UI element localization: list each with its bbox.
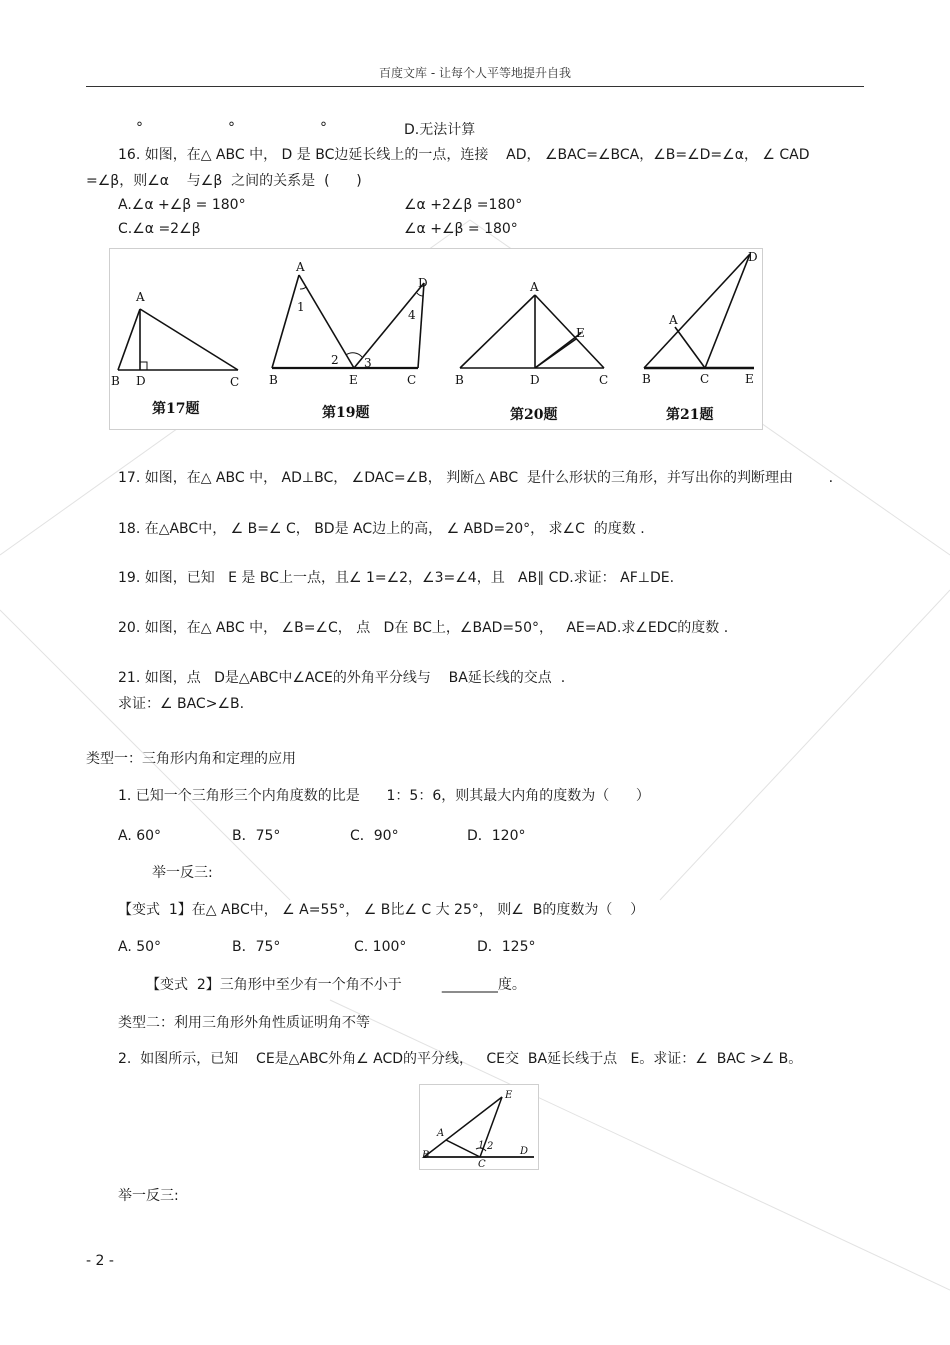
question-21-line1: 21. 如图，点 D是△ABC中∠ACE的外角平分线与 BA延长线的交点 . <box>118 670 566 686</box>
practice-label-1: 举一反三: <box>152 865 213 881</box>
fig2-label-2: 2 <box>487 1141 494 1152</box>
fig19-label-D: D <box>418 276 428 290</box>
caption-19: 第19题 <box>322 405 370 421</box>
fig21-label-E: E <box>745 372 754 386</box>
header-rule <box>86 86 864 87</box>
fig21-label-A: A <box>669 313 678 327</box>
question-19: 19. 如图，已知 E 是 BC上一点，且∠ 1=∠2，∠3=∠4，且 AB∥ CD.求证： AF⊥DE. <box>118 570 675 586</box>
fig19-label-4: 4 <box>408 308 416 322</box>
fig19-label-B: B <box>269 373 278 387</box>
figure-problem-2 <box>419 1084 539 1170</box>
fig17-label-B: B <box>111 374 120 388</box>
fig19-label-A: A <box>296 260 305 274</box>
fig19-label-1: 1 <box>297 300 305 314</box>
fig21-label-B: B <box>642 372 651 386</box>
fig21-label-D: D <box>748 250 758 264</box>
fig17-label-D: D <box>136 374 146 388</box>
option-b-degree: ° <box>228 120 235 136</box>
figure-problem-2-svg <box>420 1085 538 1169</box>
caption-17: 第17题 <box>152 401 200 417</box>
variant-2: 【变式 2】三角形中至少有一个角不小于 ________度。 <box>146 977 526 993</box>
variant-1-option-b: B．75° <box>232 939 281 955</box>
option-c-degree: ° <box>320 120 327 136</box>
question-21-line2: 求证：∠ BAC>∠B. <box>118 696 245 712</box>
fig2-label-B: B <box>422 1150 430 1161</box>
problem-1: 1. 已知一个三角形三个内角度数的比是 1：5：6，则其最大内角的度数为（ ） <box>118 788 650 804</box>
fig20-label-B: B <box>455 373 464 387</box>
fig20-label-C: C <box>599 373 609 387</box>
question-16-option-c: C.∠α =2∠β <box>118 221 201 237</box>
question-18: 18. 在△ABC中， ∠ B=∠ C， BD是 AC边上的高， ∠ ABD=20°， 求∠C 的度数 . <box>118 521 645 537</box>
fig20-label-D: D <box>530 373 540 387</box>
fig2-label-A: A <box>437 1128 445 1139</box>
fig17-label-A: A <box>136 290 145 304</box>
fig2-label-E: E <box>505 1090 513 1101</box>
problem-1-option-a: A. 60° <box>118 828 162 844</box>
question-20: 20. 如图，在△ ABC 中， ∠B=∠C， 点 D在 BC上，∠BAD=50°， AE=AD.求∠EDC的度数 . <box>118 620 729 636</box>
page-number: - 2 - <box>86 1253 114 1269</box>
question-16-option-b: ∠α +2∠β =180° <box>404 197 523 213</box>
question-16-line2: =∠β，则∠α 与∠β 之间的关系是 ( ) <box>86 173 362 189</box>
page-header: 百度文库 - 让每个人平等地提升自我 <box>379 66 571 80</box>
fig19-label-3: 3 <box>364 356 372 370</box>
variant-1: 【变式 1】在△ ABC中， ∠ A=55°， ∠ B比∠ C 大 25°， 则∠ B的度数为（ ） <box>118 902 645 918</box>
practice-label-2: 举一反三: <box>118 1188 179 1204</box>
problem-1-option-c: C．90° <box>350 828 399 844</box>
option-a-degree: ° <box>136 120 143 136</box>
fig19-label-2: 2 <box>331 353 339 367</box>
fig20-label-E: E <box>576 326 585 340</box>
section-type-2: 类型二：利用三角形外角性质证明角不等 <box>118 1015 370 1031</box>
fig19-label-E: E <box>349 373 358 387</box>
section-type-1: 类型一：三角形内角和定理的应用 <box>86 751 296 767</box>
caption-20: 第20题 <box>510 407 558 423</box>
problem-1-option-d: D．120° <box>467 828 526 844</box>
fig19-label-C: C <box>407 373 417 387</box>
variant-1-option-c: C. 100° <box>354 939 407 955</box>
question-16-option-a: A.∠α +∠β = 180° <box>118 197 246 213</box>
fig2-label-D: D <box>520 1146 529 1157</box>
question-16-option-d: ∠α +∠β = 180° <box>404 221 518 237</box>
question-16-line1: 16. 如图，在△ ABC 中， D 是 BC边延长线上的一点，连接 AD， ∠BAC=∠BCA，∠B=∠D=∠α， ∠ CAD <box>118 147 810 163</box>
variant-1-option-a: A. 50° <box>118 939 162 955</box>
figures-svg <box>110 249 762 429</box>
figures-17-21 <box>109 248 763 430</box>
option-d-text: D.无法计算 <box>404 122 476 138</box>
variant-1-option-d: D．125° <box>477 939 536 955</box>
problem-1-option-b: B．75° <box>232 828 281 844</box>
fig21-label-C: C <box>700 372 710 386</box>
problem-2: 2. 如图所示，已知 CE是△ABC外角∠ ACD的平分线， CE交 BA延长线于点 E。求证：∠ BAC >∠ B。 <box>118 1051 803 1067</box>
fig2-label-1: 1 <box>478 1140 485 1151</box>
fig2-label-C: C <box>478 1159 486 1169</box>
fig17-label-C: C <box>230 375 240 389</box>
question-17: 17. 如图，在△ ABC 中， AD⊥BC， ∠DAC=∠B， 判断△ ABC 是什么形状的三角形，并写出你的判断理由 . <box>118 470 834 486</box>
caption-21: 第21题 <box>666 407 714 423</box>
fig20-label-A: A <box>530 280 539 294</box>
